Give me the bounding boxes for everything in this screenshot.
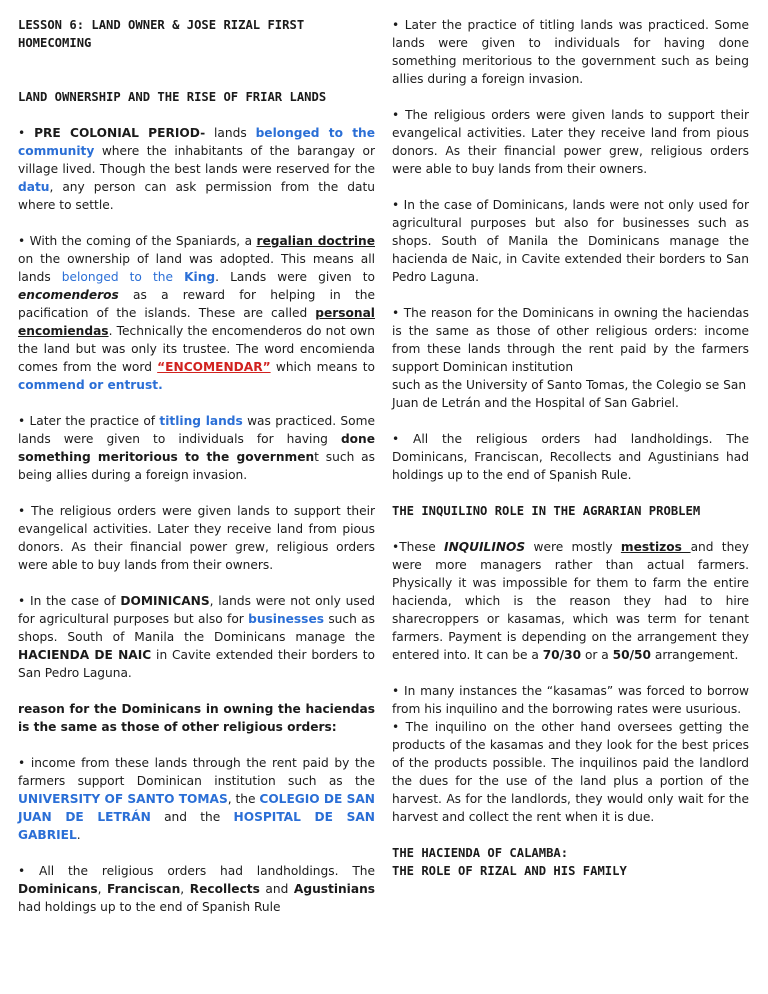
paragraph-regalian-doctrine: • With the coming of the Spaniards, a regalian doctrine on the ownership of land was adopted. This means all lands belonged to the King. Lands were given to encomenderos as a reward for helping in the pacification of the islands. These are called personal encomiendas. Technically the encomenderos do not own the land but was only its trustee. The word encomienda comes from the word “ENCOMENDAR” which means to commend or entrust. <box>18 234 375 392</box>
paragraph-reason-heading: reason for the Dominicans in owning the haciendas is the same as those of other religious orders: <box>18 702 375 734</box>
section-title-inquilino: THE INQUILINO ROLE IN THE AGRARIAN PROBLEM <box>392 504 701 518</box>
paragraph-titling-lands: • Later the practice of titling lands was practiced. Some lands were given to individuals for having done something meritorious to the government such as being allies during a foreign invasion. <box>18 414 376 482</box>
paragraph-reason-2: • The reason for the Dominicans in owning the haciendas is the same as those of other religious orders: income from these lands through the rent paid by the farmers support Dominican institution <box>392 306 749 374</box>
paragraph-religious-orders: • The religious orders were given lands to support their evangelical activities. Later they receive land from pious donors. As their financial power grew, religious orders were able to buy lands from their owners. <box>18 504 375 572</box>
paragraph-religious-orders-2: • The religious orders were given lands to support their evangelical activities. Later they receive land from pious donors. As their financial power grew, religious orders were able to buy lands from their owners. <box>392 108 749 176</box>
section-title-land-ownership: LAND OWNERSHIP AND THE RISE OF FRIAR LANDS <box>18 90 327 104</box>
paragraph-institutions-2: such as the University of Santo Tomas, the Colegio se San Juan de Letrán and the Hospital of San Gabriel. <box>392 378 747 410</box>
paragraph-titling-lands-2: • Later the practice of titling lands was practiced. Some lands were given to individuals for having done something meritorious to the government such as being allies during a foreign invasion. <box>392 18 749 86</box>
paragraph-dominicans: • In the case of DOMINICANS, lands were not only used for agricultural purposes but also for businesses such as shops. South of Manila the Dominicans manage the HACIENDA DE NAIC in Cavite extended their borders to San Pedro Laguna. <box>18 594 375 680</box>
paragraph-pre-colonial: • PRE COLONIAL PERIOD- lands belonged to the community where the inhabitants of the barangay or village lived. Though the best lands were reserved for the datu, any person can ask permission from the datu where to settle. <box>18 126 375 212</box>
paragraph-dominicans-2: • In the case of Dominicans, lands were not only used for agricultural purposes but also for businesses such as shops. South of Manila the Dominicans manage the hacienda de Naic, in Cavite extended their borders to San Pedro Laguna. <box>392 198 749 284</box>
left-column <box>18 16 375 916</box>
paragraph-kasamas: • In many instances the “kasamas” was forced to borrow from his inquilino and the borrowing rates were usurious. <box>392 684 749 716</box>
paragraph-income: • income from these lands through the rent paid by the farmers support Dominican institution such as the UNIVERSITY OF SANTO TOMAS, the COLEGIO DE SAN JUAN DE LETRÁN and the HOSPITAL DE SAN GABRIEL. <box>18 756 376 842</box>
paragraph-landholdings-2: • All the religious orders had landholdings. The Dominicans, Franciscan, Recollects and Agustinians had holdings up to the end of Spanish Rule. <box>392 432 749 482</box>
right-column <box>392 16 749 880</box>
lesson-title: LESSON 6: LAND OWNER & JOSE RIZAL FIRST HOMECOMING <box>18 18 305 50</box>
paragraph-inquilinos: •These INQUILINOS were mostly mestizos and they were more managers rather than actual farmers. Physically it was impossible for them to farm the entire hacienda, which is the reason they had to hire sharecroppers or kasamas, which was term for tenant farmers. Payment is depending on the arrangement they entered into. It can be a 70/30 or a 50/50 arrangement. <box>392 540 750 662</box>
section-title-calamba: THE HACIENDA OF CALAMBA: <box>392 846 569 860</box>
paragraph-inquilino-oversees: • The inquilino on the other hand oversees getting the products of the kasamas and they look for the best prices of the products possible. The inquilinos paid the landlord the dues for the use of the land plus a portion of the harvest. As for the landlords, they would only wait for the harvest and collect the rent when it is due. <box>392 720 749 824</box>
paragraph-landholdings: • All the religious orders had landholdings. The Dominicans, Franciscan, Recollects and Agustinians had holdings up to the end of Spanish Rule <box>18 864 376 914</box>
section-title-rizal-family: THE ROLE OF RIZAL AND HIS FAMILY <box>392 864 627 878</box>
